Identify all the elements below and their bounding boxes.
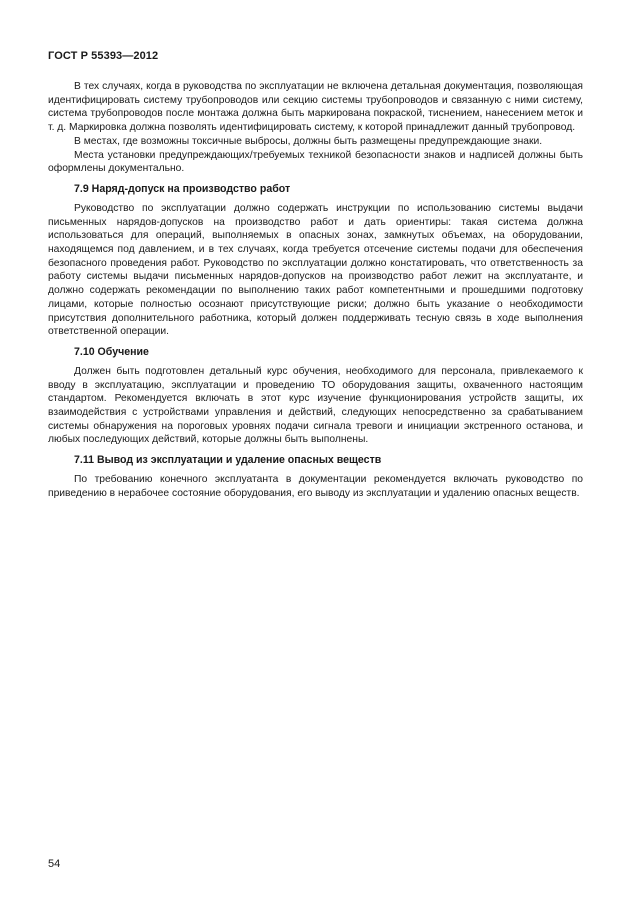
section-paragraph: По требованию конечного эксплуатанта в документации рекомендуется включать руководство по приведению в нерабочее состояние оборудования, его выводу из эксплуатации и удалению опасных веществ. — [48, 474, 583, 499]
section-title-7-9: 7.9 Наряд-допуск на производство работ — [74, 182, 291, 195]
section-title-7-10: 7.10 Обучение — [74, 345, 149, 358]
intro-paragraph: Места установки предупреждающих/требуемых техникой безопасности знаков и надписей должны быть оформлены документально. — [48, 149, 583, 175]
section-paragraph: Руководство по эксплуатации должно содержать инструкции по использованию системы выдачи письменных нарядов-допусков на производство работ и дать ориентиры: такая система должна использоваться для операций, выполняемых в опасных зонах, замкнутых объемах, на оборудовании, находящемся под давлением, и в тех случаях, когда требуется отсечение системы подачи для обеспечения безопасного проведения работ. Руководство по эксплуатации должно констатировать, что ответственность за работу системы выдачи письменных нарядов-допусков на производство работ лежит на эксплуатанте, и должно содержать рекомендации по выполнению таких работ компетентными и прошедшими подготовку лицами, которые полностью осознают присутствующие риски; должно быть указание о необходимости присутствия дополнительного работника, который должен поддерживать тесную связь в ходе выполнения ответственной операции. — [48, 202, 583, 338]
section-title-7-11: 7.11 Вывод из эксплуатации и удаление опасных веществ — [74, 454, 382, 467]
standard-header: ГОСТ Р 55393—2012 — [48, 50, 159, 62]
intro-paragraph: В местах, где возможны токсичные выбросы, должны быть размещены предупреждающие знаки. — [74, 135, 543, 147]
page-number: 54 — [48, 858, 61, 870]
section-paragraph: Должен быть подготовлен детальный курс обучения, необходимого для персонала, привлекаемого к вводу в эксплуатацию, эксплуатации и проведению ТО оборудования защиты, охваченного настоящим стандартом. Рекомендуется включать в этот курс изучение функционирования устройств защиты, их взаимодействия с устройствами управления и действий, следующих непосредственно за срабатыванием системы обнаружения на пороговых уровнях подачи сигнала тревоги и инициации экстренного останова, и любых последующих действий, которые должны быть выполнены. — [48, 365, 583, 446]
document-body — [48, 80, 583, 501]
intro-paragraph: В тех случаях, когда в руководства по эксплуатации не включена детальная документация, позволяющая идентифицировать систему трубопроводов или секцию системы трубопроводов и связанную с ними систему, система трубопроводов после монтажа должна быть маркирована покраской, тиснением, нанесением меток и т. д. Маркировка должна позволять идентифицировать систему, к которой принадлежит данный трубопровод. — [48, 81, 583, 134]
